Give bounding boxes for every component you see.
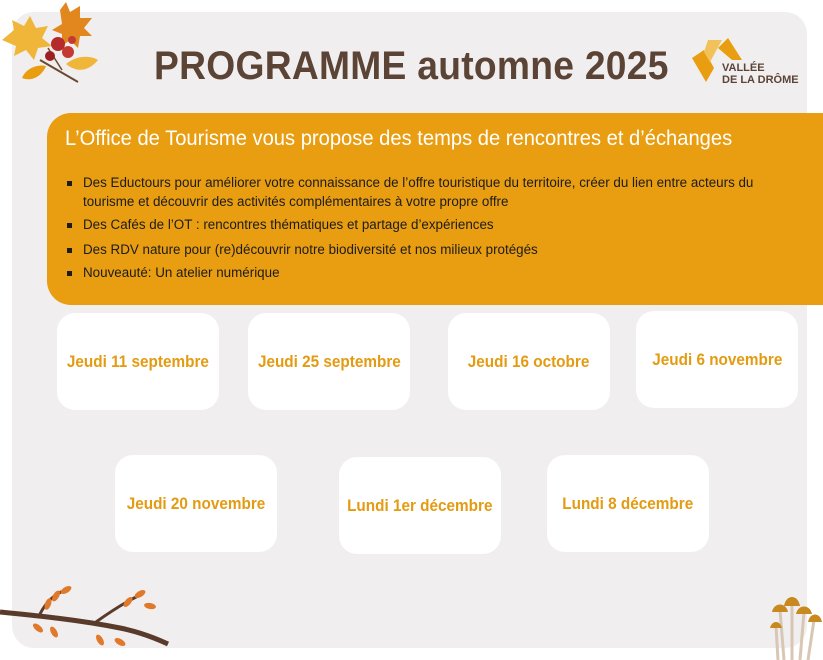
date-label: Lundi 1er décembre <box>347 495 493 515</box>
date-card-7 <box>547 455 709 552</box>
bullet-item: Nouveauté: Un atelier numérique <box>67 263 807 282</box>
banner-heading: L’Office de Tourisme vous propose des temps de rencontres et d’échanges <box>65 127 733 150</box>
intro-banner <box>47 113 823 305</box>
logo-line2: DE LA DRÔME <box>722 74 799 86</box>
date-card-5 <box>115 455 277 552</box>
date-label: Jeudi 6 novembre <box>651 349 783 369</box>
date-label: Jeudi 25 septembre <box>257 351 401 371</box>
bullet-list <box>67 173 807 286</box>
date-card-4 <box>636 311 798 408</box>
date-card-6 <box>339 457 501 554</box>
bullet-item: Des Eductours pour améliorer votre connaissance de l’offre touristique du territoire, créer du lien entre acteurs du tourisme et découvrir des activités complémentaires à votre propre offre <box>67 173 807 211</box>
date-label: Jeudi 11 septembre <box>66 351 210 371</box>
date-card-1 <box>57 313 219 410</box>
date-label: Jeudi 16 octobre <box>468 351 590 371</box>
bullet-item: Des Cafés de l’OT : rencontres thématiques et partage d’expériences <box>67 215 807 234</box>
date-label: Jeudi 20 novembre <box>126 493 266 513</box>
bullet-item: Des RDV nature pour (re)découvrir notre biodiversité et nos milieux protégés <box>67 240 807 259</box>
logo-line1: VALLÉE <box>722 62 765 74</box>
mushrooms-icon <box>768 590 823 660</box>
branch-icon <box>0 582 170 648</box>
date-card-2 <box>248 313 410 410</box>
page-title: PROGRAMME automne 2025 <box>154 44 669 88</box>
logo-text <box>722 62 799 86</box>
date-label: Lundi 8 décembre <box>562 493 694 513</box>
date-card-3 <box>448 313 610 410</box>
